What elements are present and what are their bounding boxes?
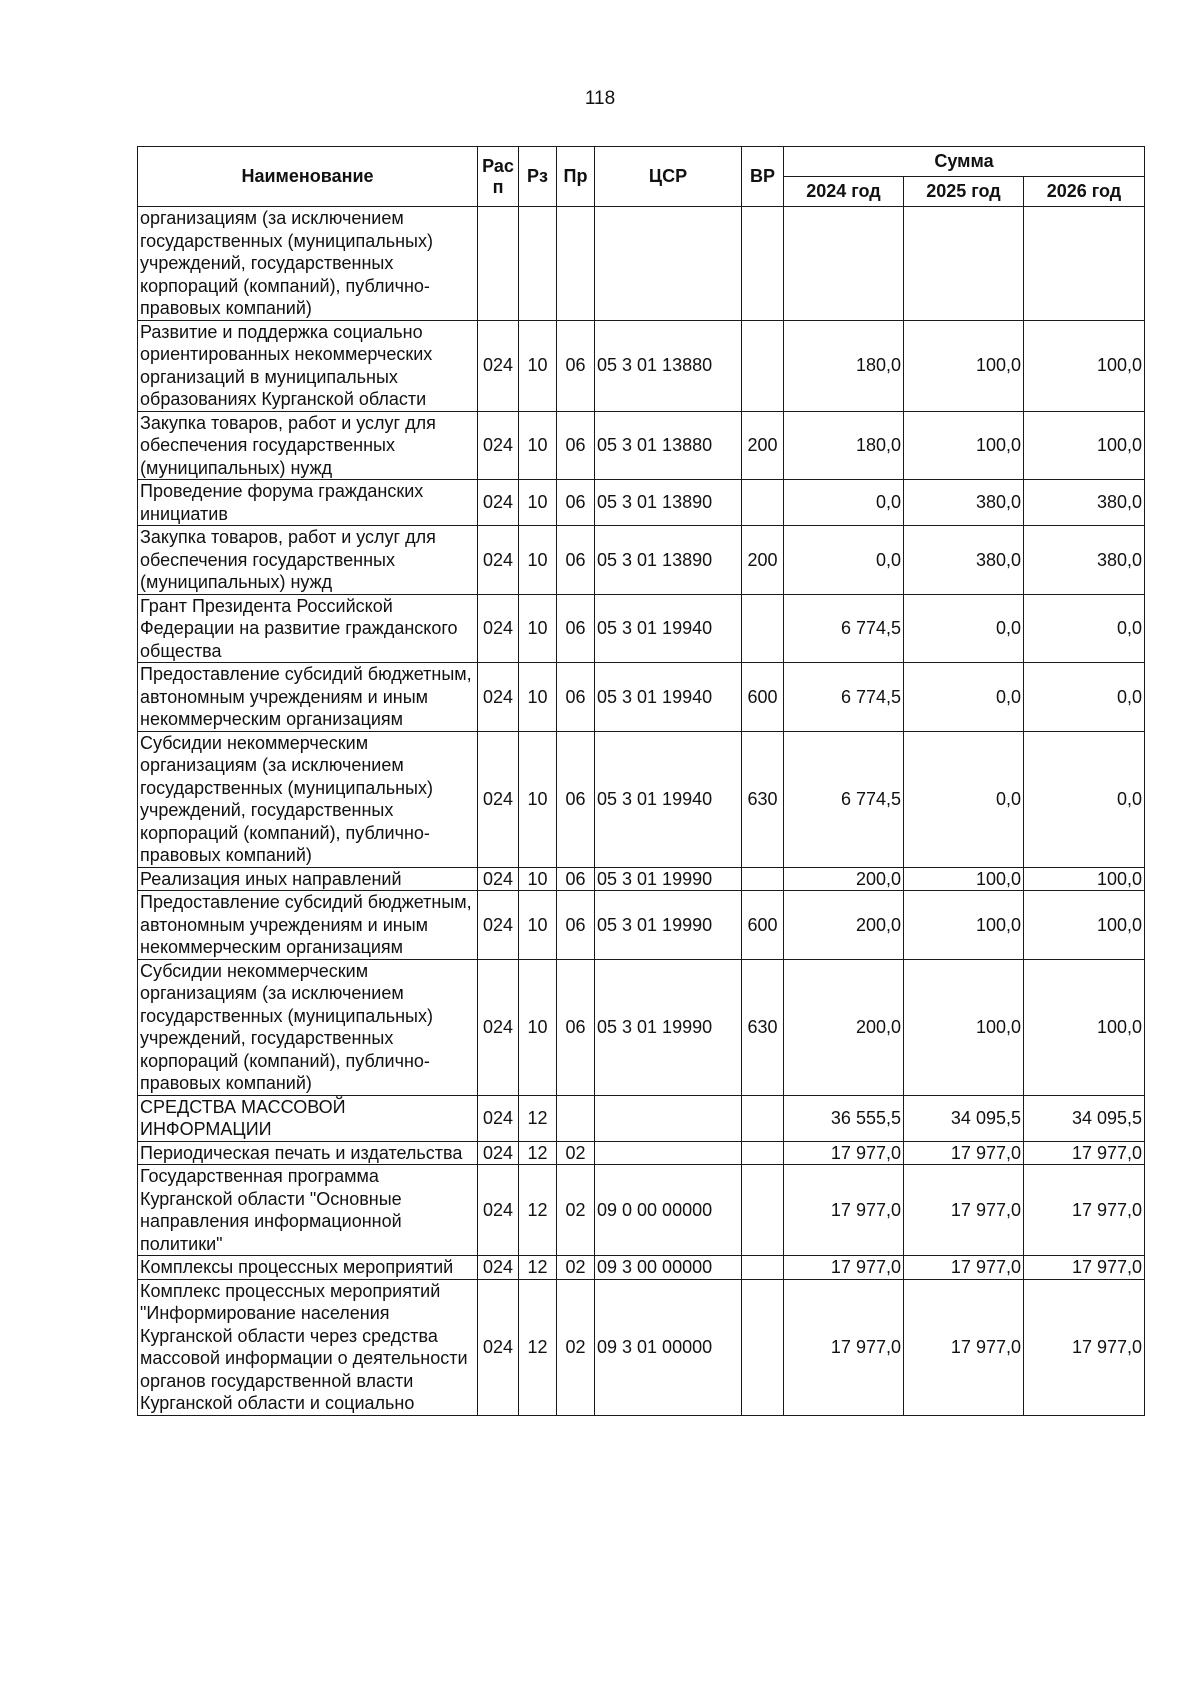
row-csr <box>595 207 742 321</box>
row-csr <box>595 1095 742 1141</box>
row-sum-2025: 380,0 <box>904 526 1024 595</box>
row-csr: 05 3 01 13890 <box>595 480 742 526</box>
row-rz: 10 <box>519 891 557 960</box>
row-sum-2026 <box>1024 207 1145 321</box>
row-rz: 12 <box>519 1279 557 1415</box>
row-name: Субсидии некоммерческим организациям (за исключением государственных (муниципальных) учреждений, государственных корпораций (компаний), публично-правовых компаний) <box>138 731 478 867</box>
row-sum-2026: 100,0 <box>1024 867 1145 891</box>
row-sum-2026: 380,0 <box>1024 526 1145 595</box>
row-sum-2024: 180,0 <box>784 411 904 480</box>
row-rasp: 024 <box>478 526 519 595</box>
table-row <box>138 959 1145 1095</box>
row-sum-2025: 0,0 <box>904 731 1024 867</box>
row-rasp: 024 <box>478 320 519 411</box>
row-csr: 05 3 01 19990 <box>595 867 742 891</box>
row-sum-2026: 17 977,0 <box>1024 1256 1145 1280</box>
row-sum-2024: 180,0 <box>784 320 904 411</box>
row-sum-2024: 6 774,5 <box>784 731 904 867</box>
row-csr <box>595 1141 742 1165</box>
row-sum-2026: 100,0 <box>1024 411 1145 480</box>
row-sum-2025: 100,0 <box>904 320 1024 411</box>
table-row <box>138 663 1145 732</box>
row-vr <box>742 594 784 663</box>
table-row <box>138 411 1145 480</box>
row-sum-2024: 200,0 <box>784 867 904 891</box>
row-sum-2025: 380,0 <box>904 480 1024 526</box>
row-pr: 06 <box>557 663 595 732</box>
row-vr <box>742 1256 784 1280</box>
row-vr: 200 <box>742 526 784 595</box>
row-sum-2025: 100,0 <box>904 411 1024 480</box>
row-csr: 05 3 01 19940 <box>595 731 742 867</box>
table-row <box>138 594 1145 663</box>
table-row <box>138 1141 1145 1165</box>
header-year-2026: 2026 год <box>1024 177 1145 207</box>
row-sum-2025 <box>904 207 1024 321</box>
row-csr: 05 3 01 19990 <box>595 959 742 1095</box>
row-rz: 10 <box>519 594 557 663</box>
row-pr: 02 <box>557 1165 595 1256</box>
row-pr: 02 <box>557 1256 595 1280</box>
row-rz: 10 <box>519 867 557 891</box>
row-sum-2025: 17 977,0 <box>904 1279 1024 1415</box>
row-vr: 200 <box>742 411 784 480</box>
table-row <box>138 731 1145 867</box>
row-sum-2024: 6 774,5 <box>784 663 904 732</box>
header-name: Наименование <box>138 147 478 207</box>
row-sum-2026: 34 095,5 <box>1024 1095 1145 1141</box>
row-pr: 06 <box>557 891 595 960</box>
row-rz: 12 <box>519 1141 557 1165</box>
row-sum-2024: 17 977,0 <box>784 1279 904 1415</box>
row-sum-2025: 100,0 <box>904 959 1024 1095</box>
row-name: Периодическая печать и издательства <box>138 1141 478 1165</box>
row-name: Закупка товаров, работ и услуг для обеспечения государственных (муниципальных) нужд <box>138 526 478 595</box>
header-vr: ВР <box>742 147 784 207</box>
row-name: СРЕДСТВА МАССОВОЙ ИНФОРМАЦИИ <box>138 1095 478 1141</box>
row-sum-2025: 100,0 <box>904 867 1024 891</box>
row-csr: 05 3 01 19940 <box>595 594 742 663</box>
row-vr <box>742 480 784 526</box>
header-rasp: Рас п <box>478 147 519 207</box>
row-sum-2026: 0,0 <box>1024 731 1145 867</box>
row-vr <box>742 320 784 411</box>
row-pr: 06 <box>557 411 595 480</box>
row-sum-2026: 100,0 <box>1024 320 1145 411</box>
row-vr: 630 <box>742 959 784 1095</box>
row-csr: 05 3 01 19990 <box>595 891 742 960</box>
row-sum-2026: 380,0 <box>1024 480 1145 526</box>
row-name: Субсидии некоммерческим организациям (за исключением государственных (муниципальных) учреждений, государственных корпораций (компаний), публично-правовых компаний) <box>138 959 478 1095</box>
row-rasp: 024 <box>478 1141 519 1165</box>
row-pr: 02 <box>557 1279 595 1415</box>
row-rasp: 024 <box>478 480 519 526</box>
row-vr <box>742 1165 784 1256</box>
row-sum-2024: 0,0 <box>784 526 904 595</box>
row-rasp: 024 <box>478 411 519 480</box>
row-pr: 06 <box>557 867 595 891</box>
row-name: Закупка товаров, работ и услуг для обеспечения государственных (муниципальных) нужд <box>138 411 478 480</box>
row-name: организациям (за исключением государственных (муниципальных) учреждений, государственных корпораций (компаний), публично-правовых компаний) <box>138 207 478 321</box>
row-rz: 10 <box>519 731 557 867</box>
row-sum-2024: 17 977,0 <box>784 1165 904 1256</box>
row-rz: 10 <box>519 526 557 595</box>
row-sum-2024: 36 555,5 <box>784 1095 904 1141</box>
row-rz: 10 <box>519 411 557 480</box>
row-name: Предоставление субсидий бюджетным, автономным учреждениям и иным некоммерческим организациям <box>138 891 478 960</box>
row-rz: 10 <box>519 320 557 411</box>
row-name: Государственная программа Курганской области "Основные направления информационной политики" <box>138 1165 478 1256</box>
row-rz: 10 <box>519 959 557 1095</box>
row-vr: 600 <box>742 663 784 732</box>
row-sum-2025: 0,0 <box>904 663 1024 732</box>
row-rasp: 024 <box>478 594 519 663</box>
table-row <box>138 1165 1145 1256</box>
row-rasp: 024 <box>478 867 519 891</box>
row-sum-2024 <box>784 207 904 321</box>
row-vr <box>742 1095 784 1141</box>
row-vr: 600 <box>742 891 784 960</box>
table-row <box>138 867 1145 891</box>
row-name: Развитие и поддержка социально ориентированных некоммерческих организаций в муниципальных образованиях Курганской области <box>138 320 478 411</box>
row-sum-2024: 200,0 <box>784 891 904 960</box>
row-sum-2026: 17 977,0 <box>1024 1165 1145 1256</box>
row-name: Комплексы процессных мероприятий <box>138 1256 478 1280</box>
row-rasp: 024 <box>478 663 519 732</box>
header-year-2024: 2024 год <box>784 177 904 207</box>
row-rasp: 024 <box>478 891 519 960</box>
row-sum-2026: 100,0 <box>1024 959 1145 1095</box>
table-row <box>138 207 1145 321</box>
row-sum-2025: 0,0 <box>904 594 1024 663</box>
row-rasp: 024 <box>478 731 519 867</box>
row-vr <box>742 1141 784 1165</box>
row-csr: 05 3 01 19940 <box>595 663 742 732</box>
row-name: Грант Президента Российской Федерации на развитие гражданского общества <box>138 594 478 663</box>
table-row <box>138 480 1145 526</box>
row-pr: 06 <box>557 320 595 411</box>
row-csr: 09 0 00 00000 <box>595 1165 742 1256</box>
row-pr <box>557 207 595 321</box>
header-rz: Рз <box>519 147 557 207</box>
row-pr <box>557 1095 595 1141</box>
row-vr <box>742 867 784 891</box>
row-vr: 630 <box>742 731 784 867</box>
row-csr: 05 3 01 13890 <box>595 526 742 595</box>
budget-table <box>137 146 1145 1416</box>
page-number: 118 <box>584 88 616 109</box>
row-csr: 05 3 01 13880 <box>595 320 742 411</box>
row-rz: 10 <box>519 663 557 732</box>
row-sum-2024: 17 977,0 <box>784 1256 904 1280</box>
row-sum-2024: 6 774,5 <box>784 594 904 663</box>
row-vr <box>742 1279 784 1415</box>
row-sum-2026: 100,0 <box>1024 891 1145 960</box>
row-sum-2026: 0,0 <box>1024 594 1145 663</box>
row-csr: 05 3 01 13880 <box>595 411 742 480</box>
row-sum-2024: 0,0 <box>784 480 904 526</box>
row-pr: 06 <box>557 959 595 1095</box>
row-name: Проведение форума гражданских инициатив <box>138 480 478 526</box>
row-pr: 06 <box>557 526 595 595</box>
row-sum-2024: 17 977,0 <box>784 1141 904 1165</box>
header-csr: ЦСР <box>595 147 742 207</box>
row-name: Реализация иных направлений <box>138 867 478 891</box>
row-rz <box>519 207 557 321</box>
row-name: Предоставление субсидий бюджетным, автономным учреждениям и иным некоммерческим организациям <box>138 663 478 732</box>
row-rasp: 024 <box>478 1095 519 1141</box>
row-sum-2025: 100,0 <box>904 891 1024 960</box>
header-year-2025: 2025 год <box>904 177 1024 207</box>
table-row <box>138 320 1145 411</box>
row-pr: 06 <box>557 480 595 526</box>
row-pr: 06 <box>557 594 595 663</box>
row-rasp: 024 <box>478 959 519 1095</box>
table-row <box>138 1279 1145 1415</box>
row-rz: 12 <box>519 1165 557 1256</box>
row-csr: 09 3 01 00000 <box>595 1279 742 1415</box>
row-sum-2026: 0,0 <box>1024 663 1145 732</box>
row-pr: 02 <box>557 1141 595 1165</box>
header-pr: Пр <box>557 147 595 207</box>
row-rasp <box>478 207 519 321</box>
row-sum-2025: 17 977,0 <box>904 1141 1024 1165</box>
row-pr: 06 <box>557 731 595 867</box>
header-sum: Сумма <box>784 147 1145 177</box>
row-name: Комплекс процессных мероприятий "Информирование населения Курганской области через средства массовой информации о деятельности органов государственной власти Курганской области и социально <box>138 1279 478 1415</box>
row-csr: 09 3 00 00000 <box>595 1256 742 1280</box>
row-rasp: 024 <box>478 1165 519 1256</box>
row-sum-2025: 34 095,5 <box>904 1095 1024 1141</box>
row-sum-2024: 200,0 <box>784 959 904 1095</box>
row-rz: 12 <box>519 1095 557 1141</box>
row-sum-2025: 17 977,0 <box>904 1256 1024 1280</box>
row-rasp: 024 <box>478 1279 519 1415</box>
row-rz: 12 <box>519 1256 557 1280</box>
row-vr <box>742 207 784 321</box>
row-sum-2026: 17 977,0 <box>1024 1279 1145 1415</box>
table-row <box>138 1095 1145 1141</box>
row-sum-2025: 17 977,0 <box>904 1165 1024 1256</box>
table-row <box>138 891 1145 960</box>
table-row <box>138 526 1145 595</box>
row-rasp: 024 <box>478 1256 519 1280</box>
row-sum-2026: 17 977,0 <box>1024 1141 1145 1165</box>
table-row <box>138 1256 1145 1280</box>
row-rz: 10 <box>519 480 557 526</box>
